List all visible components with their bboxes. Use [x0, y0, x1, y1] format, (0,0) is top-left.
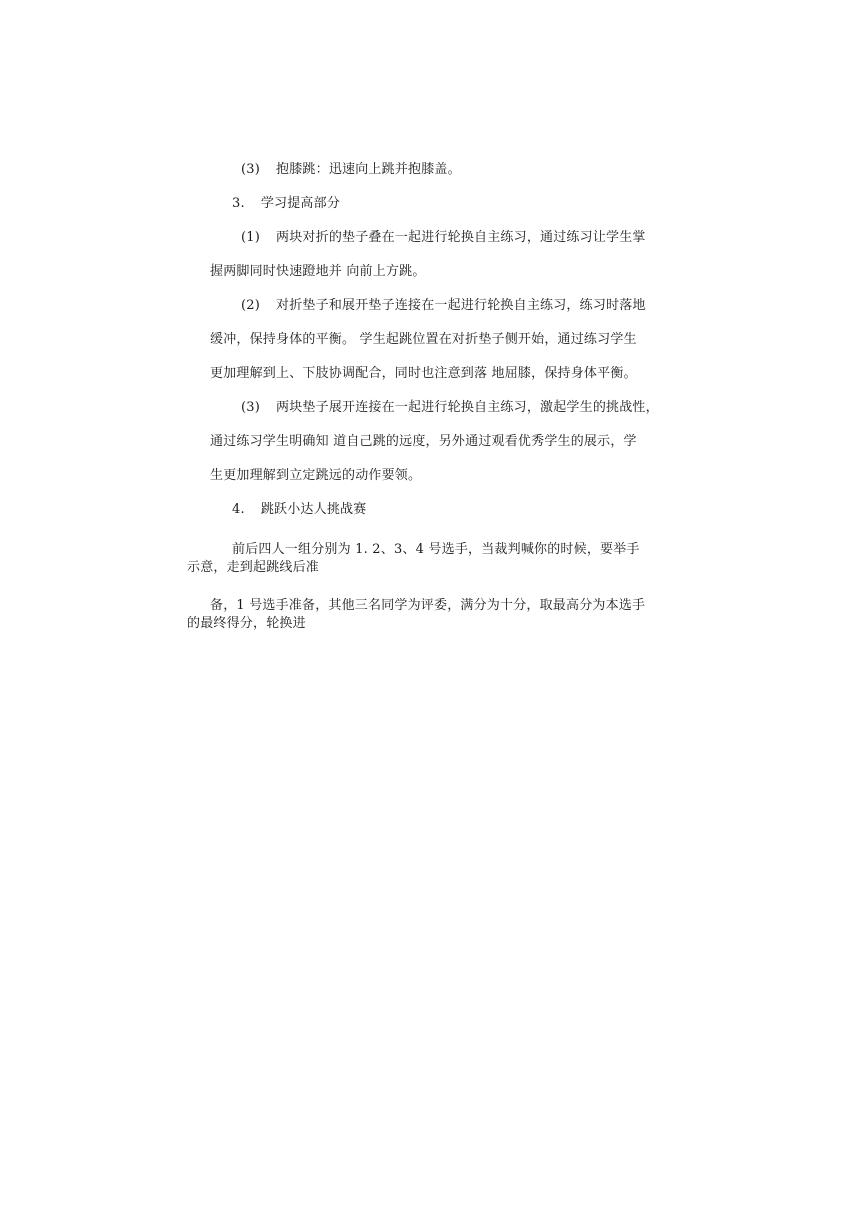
list-item-2-line-3: 更加理解到上、下肢协调配合，同时也注意到落 地屈膝，保持身体平衡。	[210, 366, 637, 381]
item-number: (3)	[241, 162, 261, 177]
list-item-3-line-3: 生更加理解到立定跳远的动作要领。	[210, 468, 422, 483]
section-number: 3.	[232, 196, 245, 211]
list-item-3-line-1	[241, 399, 659, 417]
paragraph-a-line-1: 前后四人一组分别为 1. 2、3、4 号选手，当裁判喊你的时候，要举手	[232, 542, 640, 557]
section-title: 学习提高部分	[260, 196, 341, 211]
item-text: 两块垫子展开连接在一起进行轮换自主练习，激起学生的挑战性，	[276, 400, 659, 415]
paragraph-b-line-2: 的最终得分，轮换进	[187, 616, 306, 631]
item-text: 对折垫子和展开垫子连接在一起进行轮换自主练习，练习时落地	[276, 298, 646, 313]
item-text: 两块对折的垫子叠在一起进行轮换自主练习，通过练习让学生掌	[276, 230, 646, 245]
section-heading-4	[232, 501, 366, 519]
section-heading-3	[232, 195, 340, 213]
list-item-2-line-1	[241, 297, 646, 315]
paragraph-b-line-1: 备，1 号选手准备，其他三名同学为评委，满分为十分，取最高分为本选手	[210, 598, 646, 613]
list-item-1-line-1	[241, 229, 646, 247]
item-number: (1)	[241, 230, 261, 245]
section-title: 跳跃小达人挑战赛	[260, 502, 367, 517]
item-text: 抱膝跳：迅速向上跳并抱膝盖。	[276, 162, 461, 177]
list-item-2-line-2: 缓冲，保持身体的平衡。 学生起跳位置在对折垫子侧开始，通过练习学生	[210, 332, 637, 347]
item-number: (3)	[241, 400, 261, 415]
list-item-3-hug-knee-jump	[241, 161, 461, 179]
paragraph-a-line-2: 示意，走到起跳线后准	[187, 560, 320, 575]
section-number: 4.	[232, 502, 245, 517]
item-number: (2)	[241, 298, 261, 313]
list-item-3-line-2: 通过练习学生明确知 道自己跳的远度，另外通过观看优秀学生的展示，学	[210, 434, 637, 449]
list-item-1-line-2: 握两脚同时快速蹬地并 向前上方跳。	[210, 264, 426, 279]
